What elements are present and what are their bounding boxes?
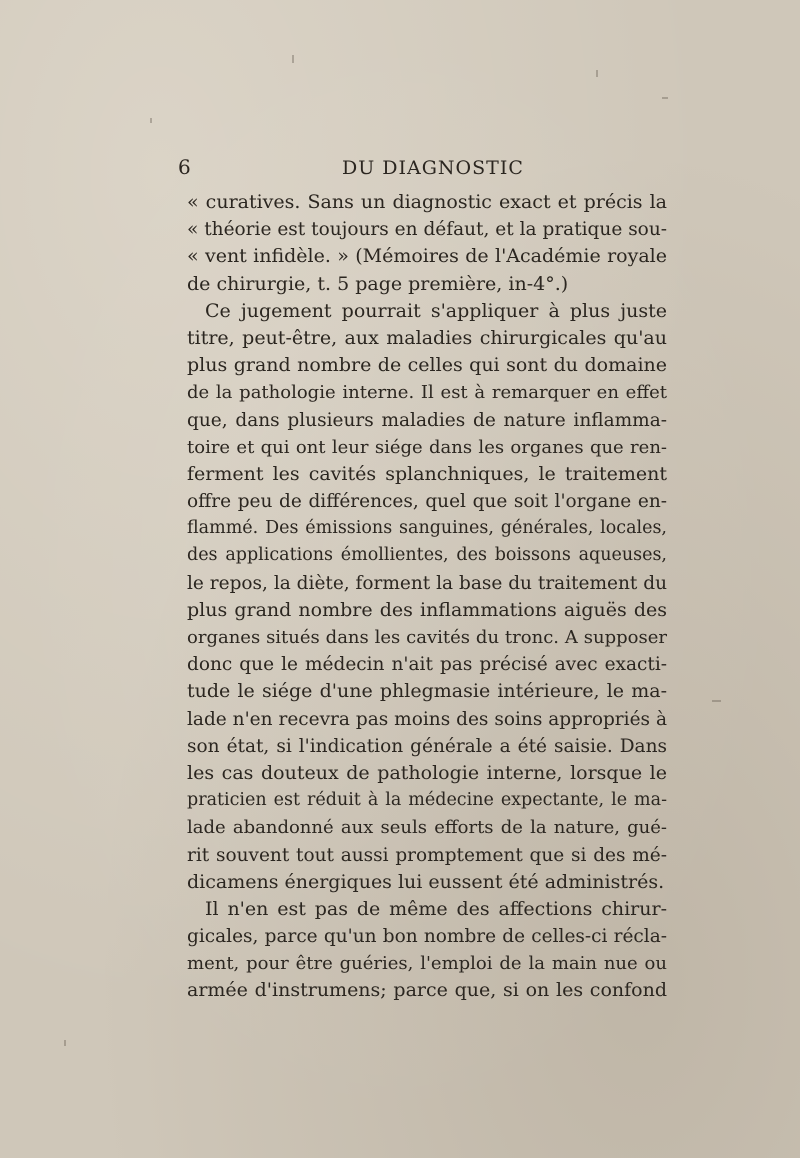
paper-speck — [292, 55, 294, 63]
text-line: « théorie est toujours en défaut, et la pratique sou- — [187, 219, 667, 241]
paper-speck — [64, 1040, 66, 1046]
text-line: de la pathologie interne. Il est à remarquer en effet — [187, 382, 667, 404]
text-line: le repos, la diète, forment la base du traitement du — [187, 572, 667, 594]
text-line: « vent infidèle. » (Mémoires de l'Académie royale — [187, 245, 667, 268]
text-line: offre peu de différences, quel que soit l'organe en- — [187, 491, 667, 513]
running-title: DU DIAGNOSTIC — [342, 157, 524, 179]
text-line: praticien est réduit à la médecine expectante, le ma- — [187, 790, 667, 811]
text-line: toire et qui ont leur siége dans les organes que ren- — [187, 436, 667, 458]
text-line: lade abandonné aux seuls efforts de la nature, gué- — [187, 817, 667, 839]
text-line: plus grand nombre de celles qui sont du domaine — [187, 354, 667, 377]
text-line: ment, pour être guéries, l'emploi de la main nue ou — [187, 953, 667, 975]
text-line: Il n'en est pas de même des affections chirur- — [205, 897, 667, 920]
text-line: des applications émollientes, des boissons aqueuses, — [187, 545, 667, 566]
text-line: dicamens énergiques lui eussent été administrés. — [187, 870, 665, 893]
text-line: titre, peut-être, aux maladies chirurgicales qu'au — [187, 326, 667, 349]
page-header — [178, 155, 678, 185]
text-line: de chirurgie, t. 5 page première, in-4°.) — [187, 272, 569, 295]
text-line: rit souvent tout aussi promptement que si des mé- — [187, 844, 667, 866]
text-line: armée d'instrumens; parce que, si on les confond — [187, 979, 667, 1002]
page-number: 6 — [178, 155, 191, 179]
text-line: plus grand nombre des inflammations aiguës des — [187, 598, 667, 621]
paper-speck — [662, 97, 668, 99]
text-line: les cas douteux de pathologie interne, lorsque le — [187, 761, 667, 784]
text-line: tude le siége d'une phlegmasie intérieure, le ma- — [187, 680, 667, 703]
paper-speck — [596, 70, 598, 77]
paper-speck — [150, 118, 152, 123]
text-line: ferment les cavités splanchniques, le traitement — [187, 462, 667, 485]
text-line: « curatives. Sans un diagnostic exact et précis la — [187, 191, 667, 213]
paper-speck — [712, 700, 721, 702]
text-line: donc que le médecin n'ait pas précisé avec exacti- — [187, 654, 667, 676]
text-line: lade n'en recevra pas moins des soins appropriés à — [187, 708, 667, 730]
body-text — [187, 189, 667, 1005]
text-line: son état, si l'indication générale a été saisie. Dans — [187, 735, 667, 757]
text-line: organes situés dans les cavités du tronc. A supposer — [187, 627, 667, 648]
text-line: gicales, parce qu'un bon nombre de celles-ci récla- — [187, 926, 667, 948]
text-line: Ce jugement pourrait s'appliquer à plus juste — [205, 299, 667, 322]
text-line: que, dans plusieurs maladies de nature inflamma- — [187, 409, 667, 431]
text-line: flammé. Des émissions sanguines, générales, locales, — [187, 518, 667, 539]
